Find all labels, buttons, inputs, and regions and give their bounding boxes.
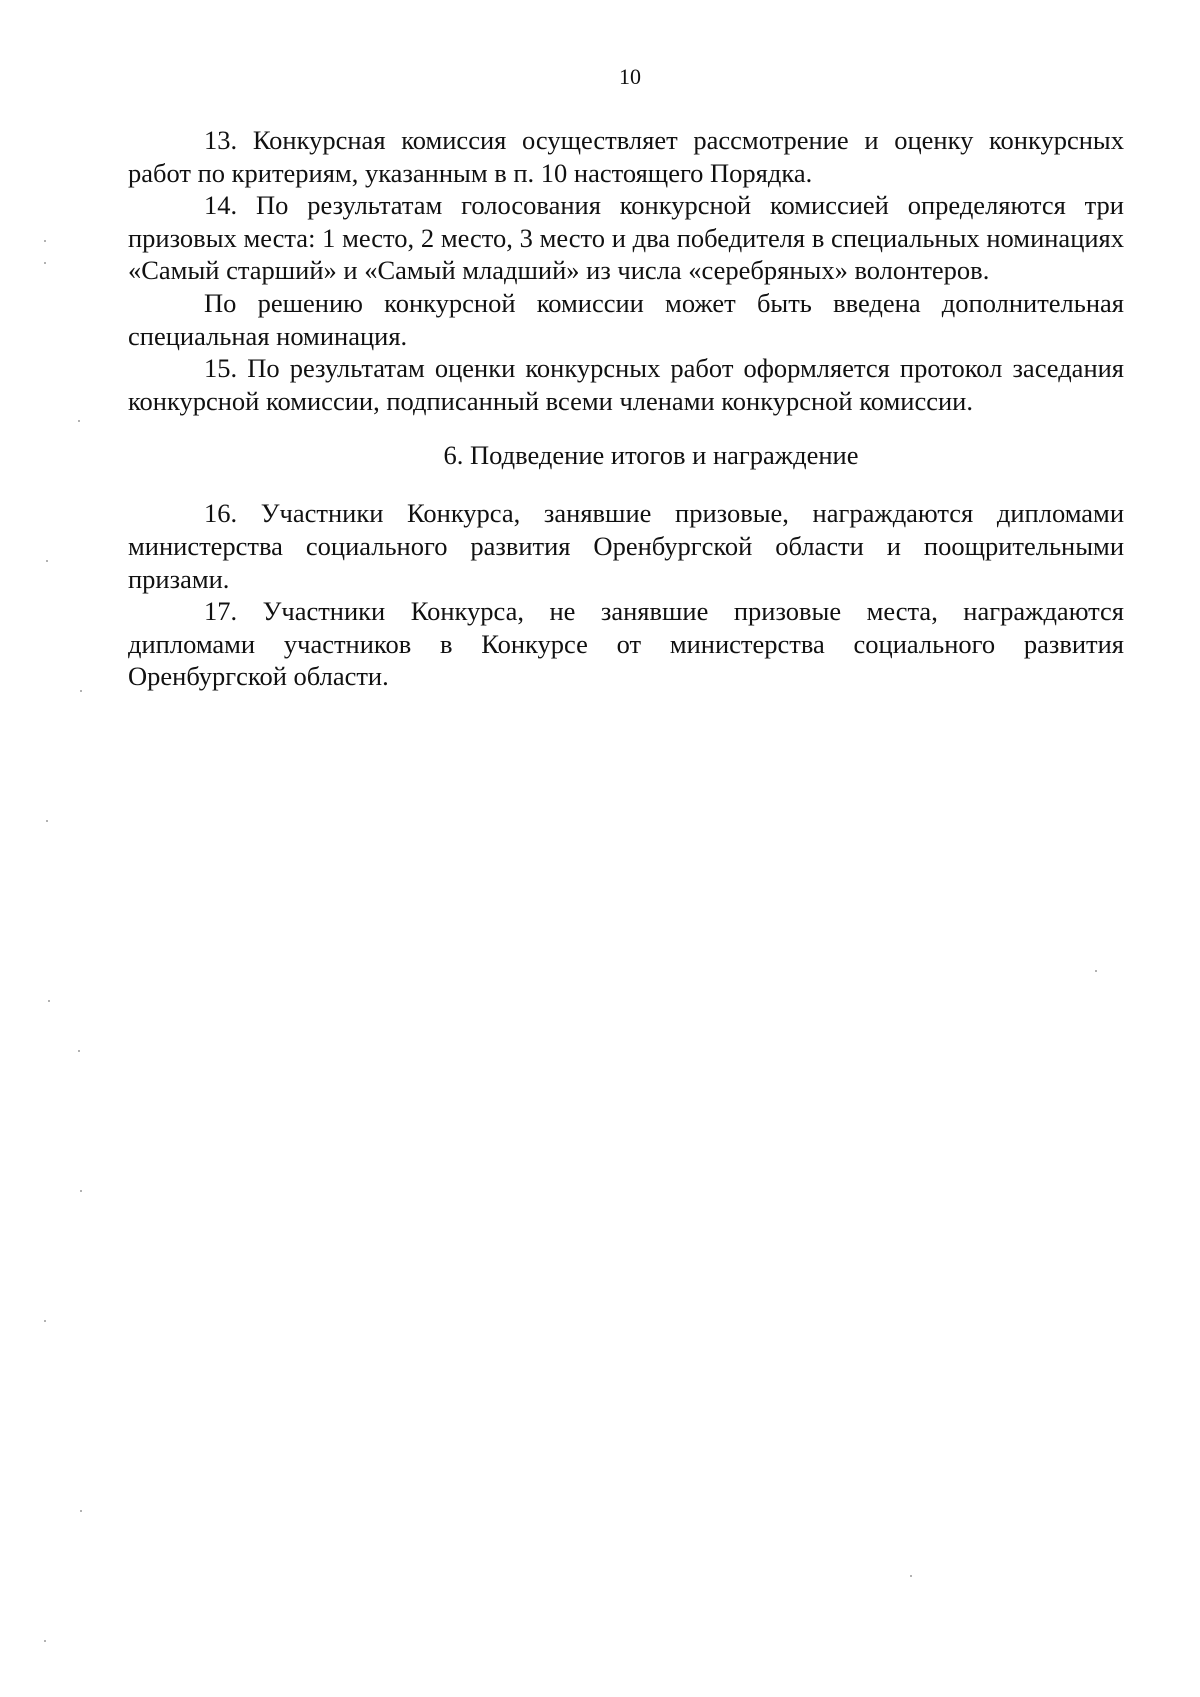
page-number: 10	[619, 64, 641, 89]
section-title: 6. Подведение итогов и награждение	[443, 440, 859, 471]
scan-speck	[44, 1640, 46, 1642]
document-body	[128, 124, 1124, 693]
scan-speck	[80, 1190, 82, 1192]
scan-speck	[46, 560, 48, 562]
scan-speck	[910, 1575, 912, 1577]
scan-speck	[48, 1000, 50, 1002]
paragraph-14: 14. По результатам голосования конкурсной комиссией определяются три призовых места: 1 место, 2 место, 3 место и два победителя в специальных номинациях «Самый старший» и «Самый младший» из числа «серебряных» волонтеров.	[128, 190, 1124, 286]
paragraph-17: 17. Участники Конкурса, не занявшие призовые места, награждаются дипломами участников в Конкурсе от министерства социального развития Оренбургской области.	[128, 596, 1124, 692]
scan-speck	[80, 1510, 82, 1512]
paragraph-15: 15. По результатам оценки конкурсных работ оформляется протокол заседания конкурсной комиссии, подписанный всеми членами конкурсной комиссии.	[128, 353, 1124, 416]
paragraph-14-note: По решению конкурсной комиссии может быть введена дополнительная специальная номинация.	[128, 287, 1124, 351]
scan-speck	[44, 240, 46, 242]
scan-speck	[44, 262, 46, 264]
paragraph-16: 16. Участники Конкурса, занявшие призовые, награждаются дипломами министерства социального развития Оренбургской области и поощрительными призами.	[128, 498, 1124, 594]
scan-speck	[46, 820, 48, 822]
paragraph-13: 13. Конкурсная комиссия осуществляет рассмотрение и оценку конкурсных работ по критериям, указанным в п. 10 настоящего Порядка.	[128, 125, 1124, 188]
scan-speck	[78, 420, 80, 422]
scan-speck	[80, 690, 82, 692]
scan-speck	[44, 1320, 46, 1322]
scan-speck	[1095, 970, 1097, 972]
scan-speck	[78, 1050, 80, 1052]
